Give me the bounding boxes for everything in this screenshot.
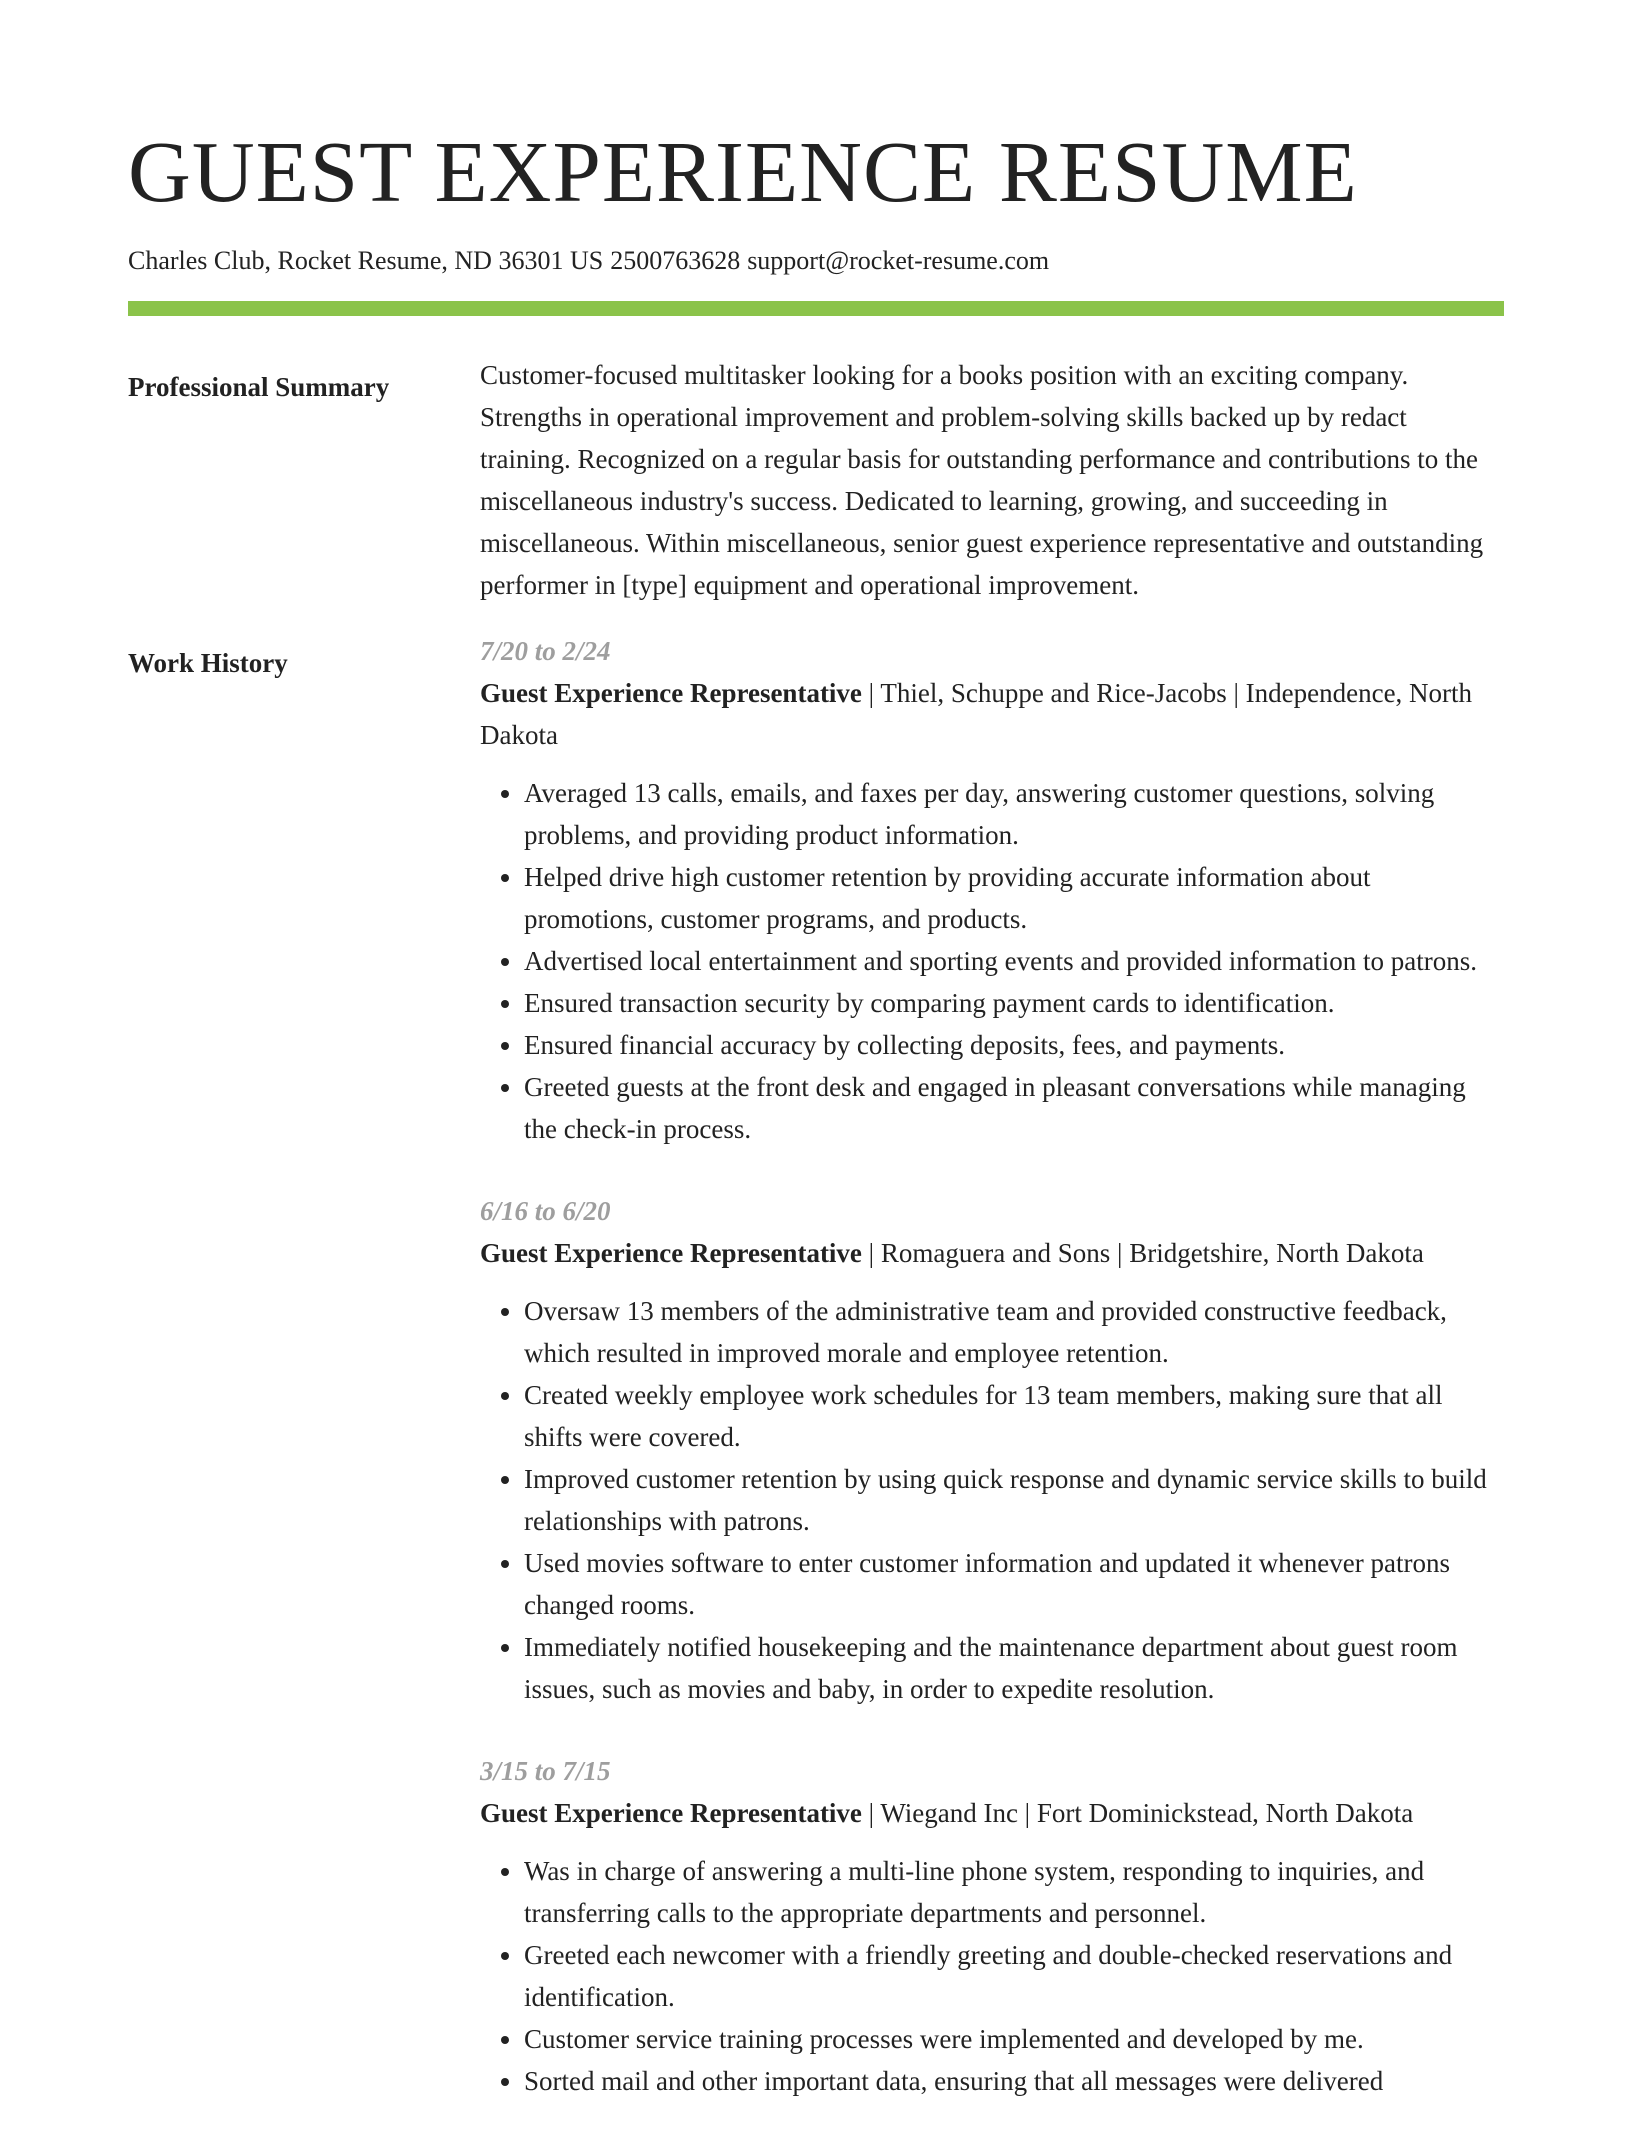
- resume-header: [128, 0, 1504, 316]
- job-bullet: • Advertised local entertainment and sporting events and provided information to patrons.: [524, 940, 1504, 982]
- job-heading: [480, 1232, 1504, 1274]
- job-bullet: • Averaged 13 calls, emails, and faxes per day, answering customer questions, solving problems, and providing product information.: [524, 772, 1504, 856]
- job-bullet: • Helped drive high customer retention by providing accurate information about promotions, customer programs, and products.: [524, 856, 1504, 940]
- job-bullet: • Oversaw 13 members of the administrative team and provided constructive feedback, which resulted in improved morale and employee retention.: [524, 1290, 1504, 1374]
- job-details: | Romaguera and Sons | Bridgetshire, North Dakota: [861, 1238, 1424, 1268]
- job-details: | Thiel, Schuppe and Rice-Jacobs | Independence, North Dakota: [480, 678, 1473, 750]
- job-bullet: • Ensured financial accuracy by collecting deposits, fees, and payments.: [524, 1024, 1504, 1066]
- job-bullets: [480, 1290, 1504, 1710]
- job-bullet: • Ensured transaction security by comparing payment cards to identification.: [524, 982, 1504, 1024]
- job-title: Guest Experience Representative: [480, 1238, 862, 1268]
- job-bullet: • Customer service training processes were implemented and developed by me.: [524, 2018, 1504, 2060]
- job-details: | Wiegand Inc | Fort Dominickstead, North Dakota: [861, 1798, 1414, 1828]
- summary-body: [480, 360, 1504, 606]
- contact-phone: 2500763628: [610, 246, 741, 275]
- resume-title: GUEST EXPERIENCE RESUME: [128, 123, 1358, 220]
- job-bullet: • Greeted each newcomer with a friendly greeting and double-checked reservations and identification.: [524, 1934, 1504, 2018]
- contact-address: Charles Club, Rocket Resume, ND 36301 US: [128, 246, 604, 275]
- job-bullets: [480, 1850, 1504, 2102]
- contact-email: support@rocket-resume.com: [747, 246, 1050, 275]
- job-dates: 6/16 to 6/20: [480, 1196, 611, 1226]
- job-title: Guest Experience Representative: [480, 1798, 862, 1828]
- work-history-heading: Work History: [128, 648, 288, 678]
- job-entry: [480, 1190, 1504, 1710]
- job-bullet: • Created weekly employee work schedules for 13 team members, making sure that all shifts were covered.: [524, 1374, 1504, 1458]
- job-heading: [480, 672, 1504, 756]
- job-bullet: • Used movies software to enter customer information and updated it whenever patrons changed rooms.: [524, 1542, 1504, 1626]
- work-history-section: [128, 636, 1504, 2142]
- job-dates: 7/20 to 2/24: [480, 636, 611, 666]
- job-entry: [480, 1750, 1504, 2102]
- job-bullet: • Improved customer retention by using quick response and dynamic service skills to build relationships with patrons.: [524, 1458, 1504, 1542]
- summary-heading: Professional Summary: [128, 372, 390, 402]
- resume-page: [128, 0, 1504, 2142]
- job-bullets: [480, 772, 1504, 1150]
- job-bullet: • Sorted mail and other important data, ensuring that all messages were delivered: [524, 2060, 1504, 2102]
- accent-divider: [128, 301, 1504, 316]
- summary-section: [128, 360, 1504, 606]
- job-bullet: • Greeted guests at the front desk and engaged in pleasant conversations while managing the check-in process.: [524, 1066, 1504, 1150]
- job-bullet: • Immediately notified housekeeping and the maintenance department about guest room issues, such as movies and baby, in order to expedite resolution.: [524, 1626, 1504, 1710]
- contact-line: [128, 246, 1504, 276]
- work-history-body: [480, 636, 1504, 2142]
- job-bullet: • Was in charge of answering a multi-line phone system, responding to inquiries, and transferring calls to the appropriate departments and personnel.: [524, 1850, 1504, 1934]
- job-heading: [480, 1792, 1504, 1834]
- job-dates: 3/15 to 7/15: [480, 1756, 611, 1786]
- summary-text: Customer-focused multitasker looking for a books position with an exciting company. Strengths in operational improvement and problem-solving skills backed up by redact training. Recognized on a regular basis for outstanding performance and contributions to the miscellaneous industry's success. Dedicated to learning, growing, and succeeding in miscellaneous. Within miscellaneous, senior guest experience representative and outstanding performer in [type] equipment and operational improvement.: [480, 360, 1484, 600]
- job-entry: [480, 630, 1504, 1150]
- job-title: Guest Experience Representative: [480, 678, 862, 708]
